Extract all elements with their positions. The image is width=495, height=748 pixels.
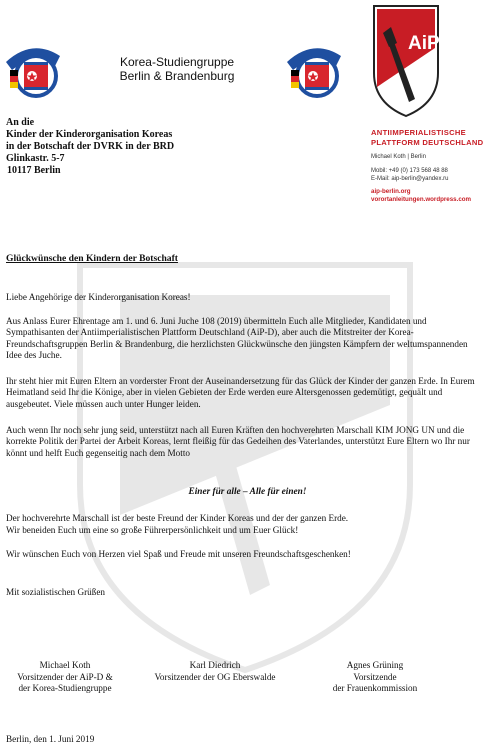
- signature-name: Michael Koth: [39, 660, 91, 670]
- recipient-line: An die: [6, 117, 35, 128]
- korea-friendship-logo-right: [283, 40, 343, 100]
- recipient-line: in der Botschaft der DVRK in der BRD: [6, 141, 175, 152]
- letter-salutation: Liebe Angehörige der Kinderorganisation Koreas!: [6, 292, 191, 302]
- signature-role: Vorsitzende: [353, 671, 397, 682]
- org-title-line1: Korea-Studiengruppe: [119, 55, 235, 69]
- letter-motto: Einer für alle – Alle für einen!: [188, 487, 307, 497]
- letter-subject: Glückwünsche den Kindern der Botschaft: [6, 253, 178, 264]
- signature-block-2: [150, 660, 280, 683]
- aip-name-line2: PLATTFORM DEUTSCHLAND: [371, 137, 484, 147]
- letter-date: Berlin, den 1. Juni 2019: [6, 734, 95, 744]
- signature-role: Vorsitzender der AiP-D &: [17, 671, 113, 682]
- aip-name-line1: ANTIIMPERIALISTISCHE: [371, 128, 467, 137]
- letter-paragraph-4-line2: Wir beneiden Euch um eine so große Führerpersönlichkeit und um Euer Glück!: [6, 525, 299, 535]
- signature-role: Vorsitzender der OG Eberswalde: [154, 671, 276, 682]
- letter-closing: Mit sozialistischen Grüßen: [6, 587, 106, 597]
- signature-role: der Korea-Studiengruppe: [18, 683, 112, 693]
- signature-block-1: [0, 660, 130, 695]
- aip-contact-person: Michael Koth | Berlin: [371, 154, 426, 160]
- signature-name: Karl Diedrich: [189, 660, 241, 670]
- aip-shield-logo: [371, 3, 441, 119]
- recipient-line: 10117 Berlin: [7, 165, 61, 176]
- recipient-address: [6, 117, 174, 177]
- recipient-line: Glinkastr. 5-7: [6, 153, 65, 164]
- signature-role: der Frauenkommission: [332, 683, 418, 693]
- letter-paragraph-4-line1: Der hochverehrte Marschall ist der beste Freund der Kinder Koreas und der der ganzen Erde.: [6, 513, 349, 523]
- korea-friendship-logo-left: [2, 40, 62, 100]
- recipient-line: Kinder der Kinderorganisation Koreas: [6, 129, 173, 140]
- letter-paragraph-5: Wir wünschen Euch von Herzen viel Spaß und Freude mit unseren Freundschaftsgeschenken!: [6, 549, 351, 559]
- org-title: [96, 55, 258, 83]
- org-title-line2: Berlin & Brandenburg: [119, 69, 235, 83]
- signature-name: Agnes Grüning: [346, 660, 404, 670]
- letter-paragraph-1: Aus Anlass Eurer Ehrentage am 1. und 6. Juni Juche 108 (2019) übermitteln Euch alle Mitglieder, Kandidaten und Sympathisanten der Antiimperialistischen Plattform Deutschland (AiP-D), aber auch die Mitstreiter der Korea-Freundschaftsgruppen Berlin & Brandenburg, die herzlichsten Glückwünsche den jüngsten Kämpfern der weltumspannenden Idee des Juche.: [6, 316, 468, 360]
- aip-website-link[interactable]: aip-berlin.org: [371, 188, 411, 195]
- aip-blog-link[interactable]: vorortanleitungen.wordpress.com: [371, 196, 472, 203]
- aip-badge-text: AiP: [408, 33, 440, 54]
- letter-paragraph-2: Ihr steht hier mit Euren Eltern an vorderster Front der Auseinandersetzung für das Glück der Kinder der ganzen Erde. In Eurem Heimatland seid Ihr die Könige, aber in vielen Gebieten der Erde werden eure Altersgenossen gedemütigt, gequält und ausgebeutet. Viele müssen auch unter Hunger leiden.: [6, 376, 475, 409]
- aip-mobile: Mobil: +49 (0) 173 568 48 88: [371, 168, 448, 174]
- aip-contact-block: [371, 128, 495, 204]
- signature-block-3: [310, 660, 440, 695]
- aip-email[interactable]: E-Mail: aip-berlin@yandex.ru: [371, 176, 449, 182]
- letter-paragraph-3: Auch wenn Ihr noch sehr jung seid, unterstützt nach all Euren Kräften den hochverehrten Marschall KIM JONG UN und die korrekte Politik der Partei der Arbeit Koreas, lernt fleißig für das Gedeihen des Vaterlandes, unterstützt Eure Eltern wo Ihr nur könnt und helft Euch gegenseitig nach dem Motto: [6, 425, 470, 458]
